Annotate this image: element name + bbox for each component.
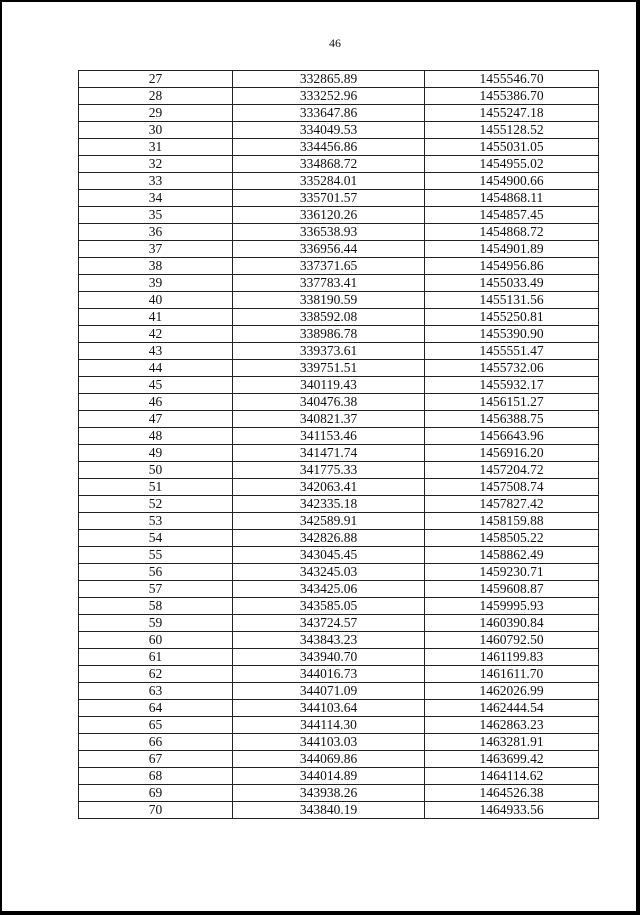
point-number-cell: 51 — [79, 479, 233, 496]
point-number-cell: 37 — [79, 241, 233, 258]
point-number-cell: 67 — [79, 751, 233, 768]
y-coordinate-cell: 1462863.23 — [425, 717, 599, 734]
point-number-cell: 27 — [79, 71, 233, 88]
y-coordinate-cell: 1455546.70 — [425, 71, 599, 88]
x-coordinate-cell: 341471.74 — [233, 445, 425, 462]
point-number-cell: 28 — [79, 88, 233, 105]
table-row — [79, 581, 599, 598]
point-number-cell: 31 — [79, 139, 233, 156]
y-coordinate-cell: 1455932.17 — [425, 377, 599, 394]
point-number-cell: 68 — [79, 768, 233, 785]
table-row — [79, 173, 599, 190]
x-coordinate-cell: 342335.18 — [233, 496, 425, 513]
x-coordinate-cell: 339751.51 — [233, 360, 425, 377]
point-number-cell: 29 — [79, 105, 233, 122]
x-coordinate-cell: 344114.30 — [233, 717, 425, 734]
table-row — [79, 377, 599, 394]
point-number-cell: 54 — [79, 530, 233, 547]
table-row — [79, 530, 599, 547]
table-row — [79, 207, 599, 224]
table-row — [79, 445, 599, 462]
table-row — [79, 547, 599, 564]
y-coordinate-cell: 1463699.42 — [425, 751, 599, 768]
y-coordinate-cell: 1454868.72 — [425, 224, 599, 241]
table-row — [79, 343, 599, 360]
y-coordinate-cell: 1461199.83 — [425, 649, 599, 666]
x-coordinate-cell: 342063.41 — [233, 479, 425, 496]
point-number-cell: 44 — [79, 360, 233, 377]
table-row — [79, 411, 599, 428]
point-number-cell: 50 — [79, 462, 233, 479]
x-coordinate-cell: 342589.91 — [233, 513, 425, 530]
point-number-cell: 34 — [79, 190, 233, 207]
y-coordinate-cell: 1456643.96 — [425, 428, 599, 445]
x-coordinate-cell: 343245.03 — [233, 564, 425, 581]
point-number-cell: 66 — [79, 734, 233, 751]
y-coordinate-cell: 1454901.89 — [425, 241, 599, 258]
point-number-cell: 38 — [79, 258, 233, 275]
point-number-cell: 32 — [79, 156, 233, 173]
table-row — [79, 700, 599, 717]
y-coordinate-cell: 1455131.56 — [425, 292, 599, 309]
y-coordinate-cell: 1455247.18 — [425, 105, 599, 122]
y-coordinate-cell: 1464526.38 — [425, 785, 599, 802]
point-number-cell: 43 — [79, 343, 233, 360]
y-coordinate-cell: 1454857.45 — [425, 207, 599, 224]
y-coordinate-cell: 1455031.05 — [425, 139, 599, 156]
x-coordinate-cell: 344014.89 — [233, 768, 425, 785]
table-row — [79, 428, 599, 445]
point-number-cell: 55 — [79, 547, 233, 564]
point-number-cell: 60 — [79, 632, 233, 649]
point-number-cell: 35 — [79, 207, 233, 224]
table-row — [79, 717, 599, 734]
y-coordinate-cell: 1454955.02 — [425, 156, 599, 173]
point-number-cell: 70 — [79, 802, 233, 819]
x-coordinate-cell: 333647.86 — [233, 105, 425, 122]
x-coordinate-cell: 344016.73 — [233, 666, 425, 683]
coordinates-table-body — [79, 71, 599, 819]
table-row — [79, 785, 599, 802]
point-number-cell: 63 — [79, 683, 233, 700]
y-coordinate-cell: 1456916.20 — [425, 445, 599, 462]
x-coordinate-cell: 343938.26 — [233, 785, 425, 802]
y-coordinate-cell: 1454868.11 — [425, 190, 599, 207]
table-row — [79, 615, 599, 632]
x-coordinate-cell: 340476.38 — [233, 394, 425, 411]
point-number-cell: 57 — [79, 581, 233, 598]
table-row — [79, 683, 599, 700]
x-coordinate-cell: 335701.57 — [233, 190, 425, 207]
point-number-cell: 53 — [79, 513, 233, 530]
x-coordinate-cell: 333252.96 — [233, 88, 425, 105]
point-number-cell: 42 — [79, 326, 233, 343]
coordinates-table — [78, 70, 599, 819]
x-coordinate-cell: 342826.88 — [233, 530, 425, 547]
y-coordinate-cell: 1464114.62 — [425, 768, 599, 785]
table-row — [79, 666, 599, 683]
y-coordinate-cell: 1462444.54 — [425, 700, 599, 717]
x-coordinate-cell: 338986.78 — [233, 326, 425, 343]
table-row — [79, 326, 599, 343]
y-coordinate-cell: 1458159.88 — [425, 513, 599, 530]
x-coordinate-cell: 343045.45 — [233, 547, 425, 564]
y-coordinate-cell: 1460390.84 — [425, 615, 599, 632]
x-coordinate-cell: 334868.72 — [233, 156, 425, 173]
table-row — [79, 564, 599, 581]
table-row — [79, 598, 599, 615]
table-row — [79, 190, 599, 207]
x-coordinate-cell: 343843.23 — [233, 632, 425, 649]
page-number: 46 — [329, 36, 341, 50]
y-coordinate-cell: 1463281.91 — [425, 734, 599, 751]
point-number-cell: 58 — [79, 598, 233, 615]
point-number-cell: 40 — [79, 292, 233, 309]
table-row — [79, 513, 599, 530]
table-row — [79, 802, 599, 819]
y-coordinate-cell: 1457508.74 — [425, 479, 599, 496]
table-row — [79, 360, 599, 377]
point-number-cell: 41 — [79, 309, 233, 326]
x-coordinate-cell: 334456.86 — [233, 139, 425, 156]
table-row — [79, 649, 599, 666]
x-coordinate-cell: 336956.44 — [233, 241, 425, 258]
y-coordinate-cell: 1460792.50 — [425, 632, 599, 649]
table-row — [79, 479, 599, 496]
y-coordinate-cell: 1464933.56 — [425, 802, 599, 819]
x-coordinate-cell: 334049.53 — [233, 122, 425, 139]
table-row — [79, 122, 599, 139]
x-coordinate-cell: 343724.57 — [233, 615, 425, 632]
point-number-cell: 48 — [79, 428, 233, 445]
x-coordinate-cell: 344071.09 — [233, 683, 425, 700]
x-coordinate-cell: 344103.03 — [233, 734, 425, 751]
x-coordinate-cell: 337371.65 — [233, 258, 425, 275]
point-number-cell: 46 — [79, 394, 233, 411]
y-coordinate-cell: 1457204.72 — [425, 462, 599, 479]
table-row — [79, 394, 599, 411]
x-coordinate-cell: 344069.86 — [233, 751, 425, 768]
point-number-cell: 33 — [79, 173, 233, 190]
x-coordinate-cell: 341153.46 — [233, 428, 425, 445]
x-coordinate-cell: 335284.01 — [233, 173, 425, 190]
x-coordinate-cell: 343940.70 — [233, 649, 425, 666]
x-coordinate-cell: 338190.59 — [233, 292, 425, 309]
table-row — [79, 462, 599, 479]
x-coordinate-cell: 343840.19 — [233, 802, 425, 819]
y-coordinate-cell: 1462026.99 — [425, 683, 599, 700]
table-row — [79, 105, 599, 122]
point-number-cell: 39 — [79, 275, 233, 292]
table-row — [79, 751, 599, 768]
y-coordinate-cell: 1455033.49 — [425, 275, 599, 292]
table-row — [79, 156, 599, 173]
x-coordinate-cell: 341775.33 — [233, 462, 425, 479]
y-coordinate-cell: 1457827.42 — [425, 496, 599, 513]
x-coordinate-cell: 343425.06 — [233, 581, 425, 598]
y-coordinate-cell: 1456151.27 — [425, 394, 599, 411]
point-number-cell: 52 — [79, 496, 233, 513]
x-coordinate-cell: 332865.89 — [233, 71, 425, 88]
point-number-cell: 65 — [79, 717, 233, 734]
table-row — [79, 71, 599, 88]
table-row — [79, 275, 599, 292]
point-number-cell: 61 — [79, 649, 233, 666]
point-number-cell: 69 — [79, 785, 233, 802]
y-coordinate-cell: 1455250.81 — [425, 309, 599, 326]
table-row — [79, 292, 599, 309]
table-row — [79, 258, 599, 275]
point-number-cell: 47 — [79, 411, 233, 428]
x-coordinate-cell: 340821.37 — [233, 411, 425, 428]
point-number-cell: 45 — [79, 377, 233, 394]
y-coordinate-cell: 1459995.93 — [425, 598, 599, 615]
table-row — [79, 139, 599, 156]
point-number-cell: 64 — [79, 700, 233, 717]
x-coordinate-cell: 344103.64 — [233, 700, 425, 717]
y-coordinate-cell: 1455732.06 — [425, 360, 599, 377]
table-row — [79, 496, 599, 513]
point-number-cell: 56 — [79, 564, 233, 581]
table-row — [79, 734, 599, 751]
point-number-cell: 59 — [79, 615, 233, 632]
y-coordinate-cell: 1461611.70 — [425, 666, 599, 683]
x-coordinate-cell: 339373.61 — [233, 343, 425, 360]
point-number-cell: 62 — [79, 666, 233, 683]
y-coordinate-cell: 1459608.87 — [425, 581, 599, 598]
point-number-cell: 49 — [79, 445, 233, 462]
table-row — [79, 768, 599, 785]
table-row — [79, 241, 599, 258]
y-coordinate-cell: 1456388.75 — [425, 411, 599, 428]
point-number-cell: 36 — [79, 224, 233, 241]
x-coordinate-cell: 337783.41 — [233, 275, 425, 292]
document-page — [2, 2, 636, 911]
x-coordinate-cell: 343585.05 — [233, 598, 425, 615]
point-number-cell: 30 — [79, 122, 233, 139]
table-row — [79, 224, 599, 241]
x-coordinate-cell: 338592.08 — [233, 309, 425, 326]
y-coordinate-cell: 1454956.86 — [425, 258, 599, 275]
y-coordinate-cell: 1454900.66 — [425, 173, 599, 190]
y-coordinate-cell: 1459230.71 — [425, 564, 599, 581]
y-coordinate-cell: 1455551.47 — [425, 343, 599, 360]
y-coordinate-cell: 1458862.49 — [425, 547, 599, 564]
table-row — [79, 309, 599, 326]
x-coordinate-cell: 340119.43 — [233, 377, 425, 394]
y-coordinate-cell: 1455128.52 — [425, 122, 599, 139]
x-coordinate-cell: 336120.26 — [233, 207, 425, 224]
x-coordinate-cell: 336538.93 — [233, 224, 425, 241]
table-row — [79, 88, 599, 105]
table-row — [79, 632, 599, 649]
y-coordinate-cell: 1458505.22 — [425, 530, 599, 547]
y-coordinate-cell: 1455386.70 — [425, 88, 599, 105]
y-coordinate-cell: 1455390.90 — [425, 326, 599, 343]
